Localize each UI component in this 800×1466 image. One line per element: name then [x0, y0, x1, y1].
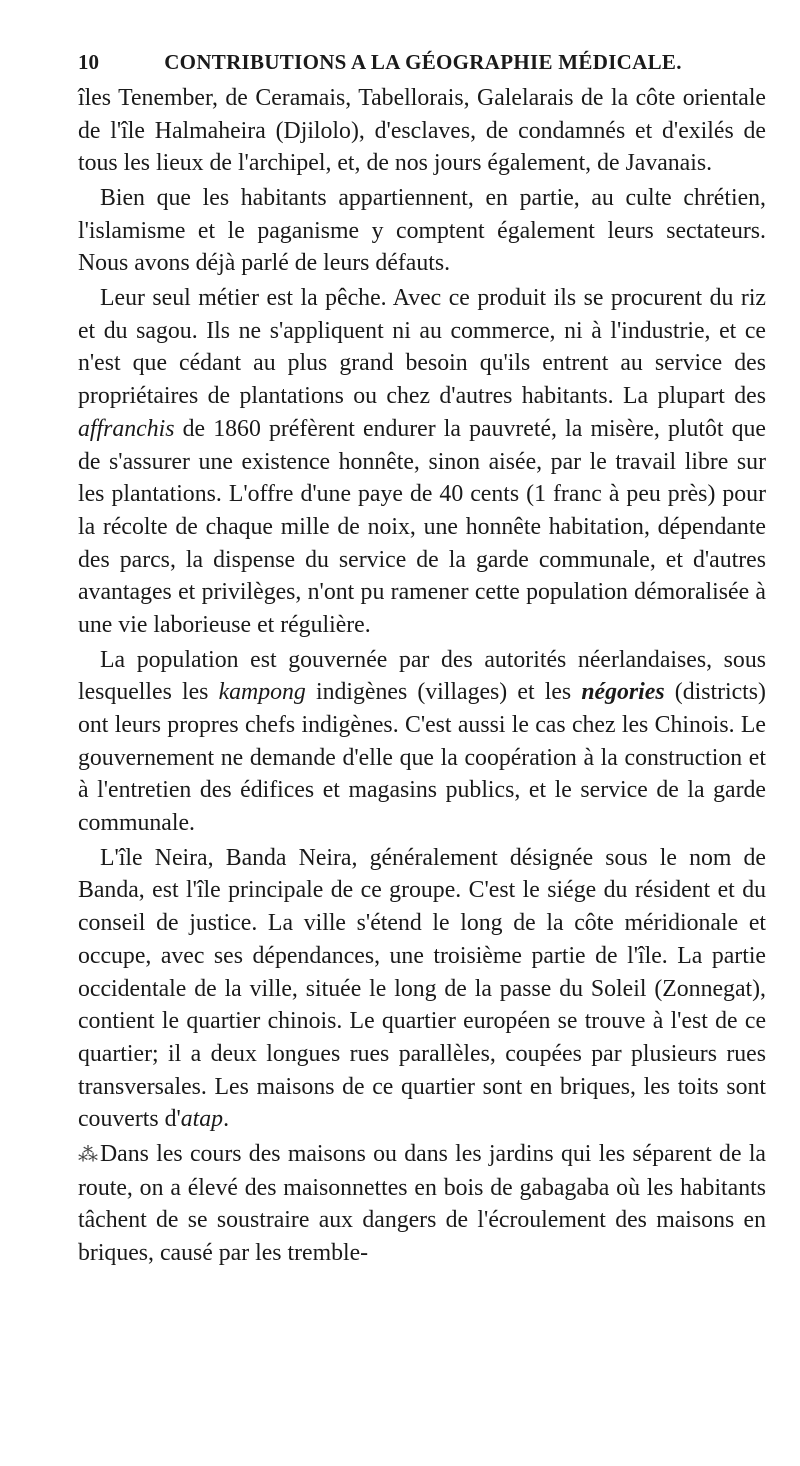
page-number: 10 — [78, 50, 99, 74]
text-run: de 1860 préfèrent endurer la pauvreté, la misère, plutôt que de s'assurer une existence honnête, sinon aisée, par le travail libre sur les plantations. L'offre d'une paye de 40 cents (1 franc à peu près) pour la récolte de chaque mille de noix, une honnête habitation, dépendante des parcs, la dispense du service de la garde communale, et d'autres avantages et privilèges, n'ont pu ramener cette population démoralisée à une vie laborieuse et régulière. — [78, 415, 766, 639]
italic-term: kampong — [218, 679, 306, 706]
text-run: La population est gouvernée par des autorités néerlandaises, sous lesquelles les — [78, 646, 766, 706]
paragraph — [78, 644, 766, 840]
running-title: CONTRIBUTIONS A LA GÉOGRAPHIE MÉDICALE. — [164, 50, 682, 74]
text-run: Leur seul métier est la pêche. Avec ce produit ils se procurent du riz et du sagou. Ils ne s'appliquent ni au commerce, ni à l'industrie, et ce n'est que cédant au plus grand besoin qu'ils entrent au service des propriétaires de plantations ou chez d'autres habitants. La plupart des — [78, 285, 766, 410]
paragraph — [78, 1138, 766, 1270]
bold-italic-term: négories — [581, 679, 665, 706]
text-run: Bien que les habitants appartiennent, en partie, au culte chrétien, l'islamisme et le paganisme y comptent également leurs sectateurs. Nous avons déjà parlé de leurs défauts. — [78, 185, 766, 277]
body-text — [78, 82, 766, 1270]
paragraph — [78, 842, 766, 1136]
text-run: îles Tenember, de Ceramais, Tabellorais, Galelarais de la côte orientale de l'île Halmaheira (Djilolo), d'esclaves, de condamnés et d'exilés de tous les lieux de l'archipel, et, de nos jours également, de Javanais. — [78, 85, 766, 177]
italic-term: atap — [180, 1106, 224, 1133]
paragraph — [78, 82, 766, 180]
paragraph — [78, 182, 766, 280]
text-run: (districts) ont leurs propres chefs indigènes. C'est aussi le cas chez les Chinois. Le gouvernement ne demande d'elle que la coopération à la construction et à l'entretien des édifices et magasins publics, et le service de la garde communale. — [78, 679, 766, 837]
text-run: . — [223, 1106, 230, 1133]
paragraph — [78, 282, 766, 642]
italic-term: affranchis — [78, 415, 175, 442]
page-header — [78, 44, 768, 80]
ornament-mark: ⁂ — [78, 1143, 98, 1166]
text-run: L'île Neira, Banda Neira, généralement désignée sous le nom de Banda, est l'île principale de ce groupe. C'est le siége du résident et du conseil de justice. La ville s'étend le long de la côte méridionale et occupe, avec ses dépendances, une troisième partie de l'île. La partie occidentale de la ville, située le long de la passe du Soleil (Zonnegat), contient le quartier chinois. Le quartier européen se trouve à l'est de ce quartier; il a deux longues rues parallèles, coupées par plusieurs rues transversales. Les maisons de ce quartier sont en briques, les toits sont couverts d' — [78, 844, 766, 1133]
text-run: Dans les cours des maisons ou dans les jardins qui les séparent de la route, on a élevé des maisonnettes en bois de gabagaba où les habitants tâchent de se soustraire aux dangers de l'écroulement des maisons en briques, causé par les tremble- — [78, 1140, 766, 1267]
text-run: indigènes (villages) et les — [305, 679, 582, 706]
